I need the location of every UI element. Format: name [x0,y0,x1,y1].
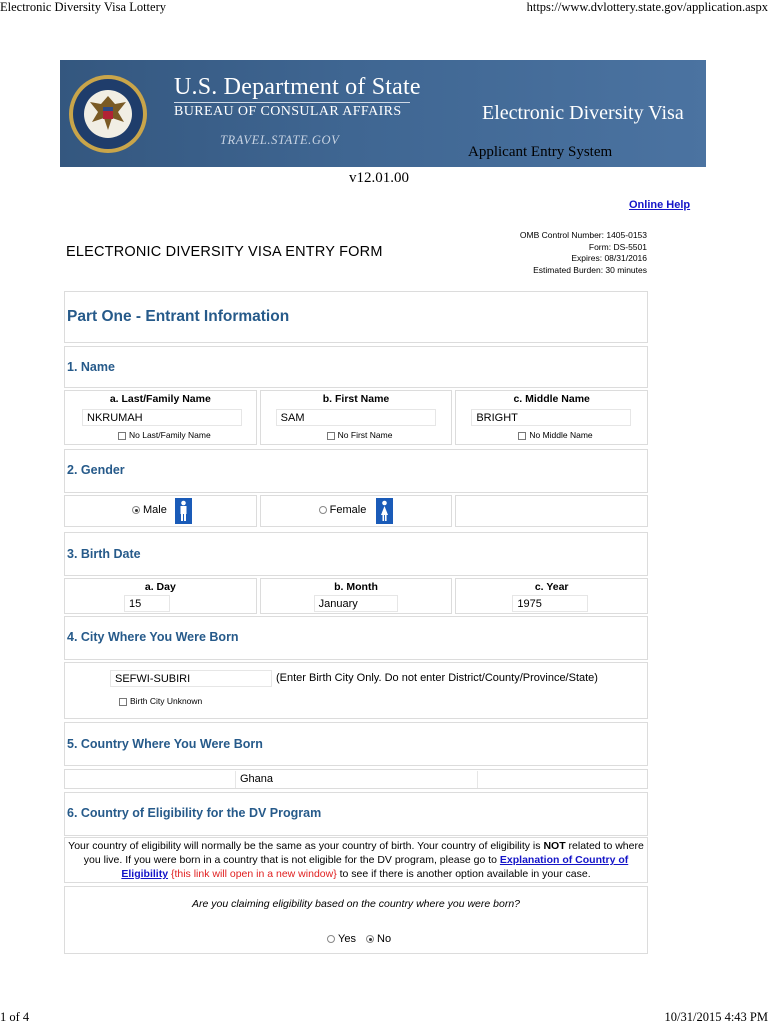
birth-date-section-header [64,532,648,576]
female-radio[interactable] [319,504,367,516]
month-select[interactable]: January [314,595,398,612]
omb-info [520,230,647,276]
birth-city-input[interactable]: SEFWI-SUBIRI [110,670,272,687]
program-name: Electronic Diversity Visa [482,102,684,125]
female-label: Female [330,504,367,516]
first-name-input[interactable]: SAM [276,409,436,426]
omb-burden: Estimated Burden: 30 minutes [520,265,647,277]
birth-city-unknown-label: Birth City Unknown [130,696,202,706]
year-label: c. Year [456,581,647,593]
no-last-name-checkbox[interactable] [118,430,211,440]
male-label: Male [143,504,167,516]
female-cell [260,495,453,527]
form-title: ELECTRONIC DIVERSITY VISA ENTRY FORM [66,244,383,260]
month-label: b. Month [261,581,452,593]
birth-city-fields [64,662,648,719]
eligibility-explanation [64,839,648,881]
eligibility-text-2: related to where you live. If you were born in a country that is not eligible for the DV program, please go to [84,840,644,866]
name-section-header [64,346,648,388]
yes-label: Yes [338,933,356,945]
first-name-cell [260,390,453,445]
middle-name-label: c. Middle Name [456,393,647,405]
department-seal-icon [68,74,148,154]
system-name: Applicant Entry System [468,144,612,161]
no-first-name-label: No First Name [338,430,393,440]
checkbox-icon[interactable] [518,432,526,440]
last-name-cell [64,390,257,445]
radio-selected-icon[interactable] [366,935,374,943]
name-heading: 1. Name [67,360,115,374]
print-page-number: 1 of 4 [0,1010,29,1025]
part-one-header [64,291,648,343]
checkbox-icon[interactable] [327,432,335,440]
gender-heading: 2. Gender [67,463,125,477]
radio-unselected-icon[interactable] [319,506,327,514]
last-name-label: a. Last/Family Name [65,393,256,405]
eligibility-question-box [64,886,648,954]
day-cell [64,578,257,614]
day-select[interactable]: 15 [124,595,170,612]
male-figure-icon [175,498,192,524]
birth-city-hint: (Enter Birth City Only. Do not enter District/County/Province/State) [276,672,598,684]
part-one-title: Part One - Entrant Information [67,308,289,326]
eligibility-yes-radio[interactable] [327,933,356,945]
middle-name-input[interactable]: BRIGHT [471,409,631,426]
eligibility-question: Are you claiming eligibility based on the country where you were born? [64,898,648,910]
no-label: No [377,933,391,945]
department-name: U.S. Department of State [174,74,421,101]
no-middle-name-label: No Middle Name [529,430,592,440]
male-cell [64,495,257,527]
birth-date-fields [64,578,648,614]
eligibility-heading: 6. Country of Eligibility for the DV Program [67,806,321,820]
birth-country-heading: 5. Country Where You Were Born [67,737,263,751]
radio-selected-icon[interactable] [132,506,140,514]
version-label: v12.01.00 [349,170,409,187]
checkbox-icon[interactable] [119,698,127,706]
omb-expires: Expires: 08/31/2016 [520,253,647,265]
birth-country-select[interactable]: Ghana [235,771,478,788]
gender-section-header [64,449,648,493]
omb-control: OMB Control Number: 1405-0153 [520,230,647,242]
birth-city-unknown-checkbox[interactable] [119,696,202,706]
eligibility-no-radio[interactable] [366,933,391,945]
omb-form: Form: DS-5501 [520,242,647,254]
new-window-note: {this link will open in a new window} [168,868,337,880]
no-first-name-checkbox[interactable] [327,430,393,440]
eligibility-text-3: to see if there is another option available in your case. [337,868,591,880]
no-last-name-label: No Last/Family Name [129,430,211,440]
eligibility-text-1: Your country of eligibility will normally be the same as your country of birth. Your country of eligibility is [68,840,543,852]
birth-city-heading: 4. City Where You Were Born [67,630,239,644]
eligibility-explanation-link[interactable]: Explanation of Country of Eligibility [121,854,628,880]
gender-fields [64,495,648,527]
eligibility-section-header [64,792,648,836]
birth-date-heading: 3. Birth Date [67,547,141,561]
bureau-name: BUREAU OF CONSULAR AFFAIRS [174,102,410,120]
online-help-link[interactable]: Online Help [629,199,690,211]
female-figure-icon [376,498,393,524]
print-page-title: Electronic Diversity Visa Lottery [0,0,166,15]
print-timestamp: 10/31/2015 4:43 PM [665,1010,768,1025]
eligibility-not: NOT [543,840,565,852]
name-fields [64,390,648,445]
year-select[interactable]: 1975 [512,595,588,612]
birth-country-section-header [64,722,648,766]
male-radio[interactable] [132,504,167,516]
year-cell [455,578,648,614]
checkbox-icon[interactable] [118,432,126,440]
radio-unselected-icon[interactable] [327,935,335,943]
first-name-label: b. First Name [261,393,452,405]
middle-name-cell [455,390,648,445]
gender-empty-cell [455,495,648,527]
day-label: a. Day [65,581,256,593]
birth-city-section-header [64,616,648,660]
no-middle-name-checkbox[interactable] [518,430,592,440]
print-url: https://www.dvlottery.state.gov/application.aspx [527,0,768,15]
last-name-input[interactable]: NKRUMAH [82,409,242,426]
travel-state-gov: TRAVEL.STATE.GOV [220,133,339,148]
birth-country-fields [64,769,648,789]
month-cell [260,578,453,614]
